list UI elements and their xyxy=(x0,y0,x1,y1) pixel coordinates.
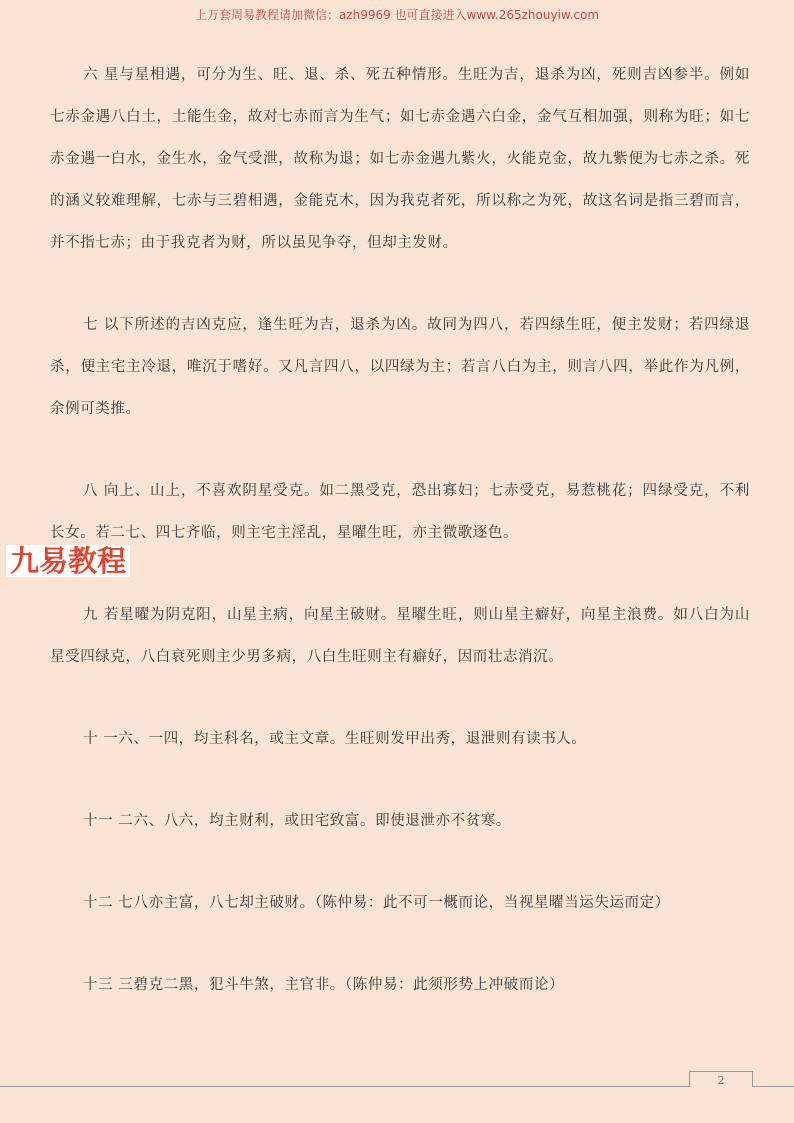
paragraph-7: 七 以下所述的吉凶克应，逢生旺为吉，退杀为凶。故同为四八，若四绿生旺，便主发财；若四绿退杀，便主宅主冷退，唯沉于嗜好。又凡言四八，以四绿为主；若言八白为主，则言八四，举此作为凡例，余例可类推。 xyxy=(50,317,750,417)
paragraph-6: 六 星与星相遇，可分为生、旺、退、杀、死五种情形。生旺为吉，退杀为凶，死则吉凶参半。例如七赤金遇八白土，土能生金，故对七赤而言为生气；如七赤金遇六白金，金气互相加强，则称为旺；如七赤金遇一白水，金生水，金气受泄，故称为退；如七赤金遇九紫火，火能克金，故九紫便为七赤之杀。死的涵义较难理解，七赤与三碧相遇，金能克木，因为我克者死，所以称之为死，故这名词是指三碧而言，并不指七赤；由于我克者为财，所以虽见争夺，但却主发财。 xyxy=(50,67,750,251)
paragraph-12: 十二 七八亦主富，八七却主破财。（陈仲易：此不可一概而论，当视星曜当运失运而定） xyxy=(83,895,670,911)
paragraph-13: 十三 三碧克二黑，犯斗牛煞，主官非。（陈仲易：此须形势上冲破而论） xyxy=(83,977,565,993)
page-header: 上万套周易教程请加微信：azh9969 也可直接进入www.265zhouyiw.com xyxy=(194,8,600,22)
paragraph-9: 九 若星曜为阴克阳，山星主病，向星主破财。星曜生旺，则山星主癖好，向星主浪费。如八白为山星受四绿克，八白衰死则主少男多病，八白生旺则主有癖好，因而壮志消沉。 xyxy=(50,607,750,665)
paragraph-10: 十 一六、一四，均主科名，或主文章。生旺则发甲出秀，退泄则有读书人。 xyxy=(83,731,587,747)
page-number: 2 xyxy=(689,1071,753,1087)
paragraph-11: 十一 二六、八六，均主财利，或田宅致富。即使退泄亦不贫寒。 xyxy=(83,813,512,829)
footer-divider xyxy=(0,1086,794,1087)
watermark-logo: 九易教程 xyxy=(6,545,130,577)
document-body xyxy=(50,54,750,1046)
paragraph-8: 八 向上、山上，不喜欢阴星受克。如二黑受克，恐出寡妇；七赤受克，易惹桃花；四绿受克，不利长女。若二七、四七齐临，则主宅主淫乱，星曜生旺，亦主微歌逐色。 xyxy=(50,483,750,541)
